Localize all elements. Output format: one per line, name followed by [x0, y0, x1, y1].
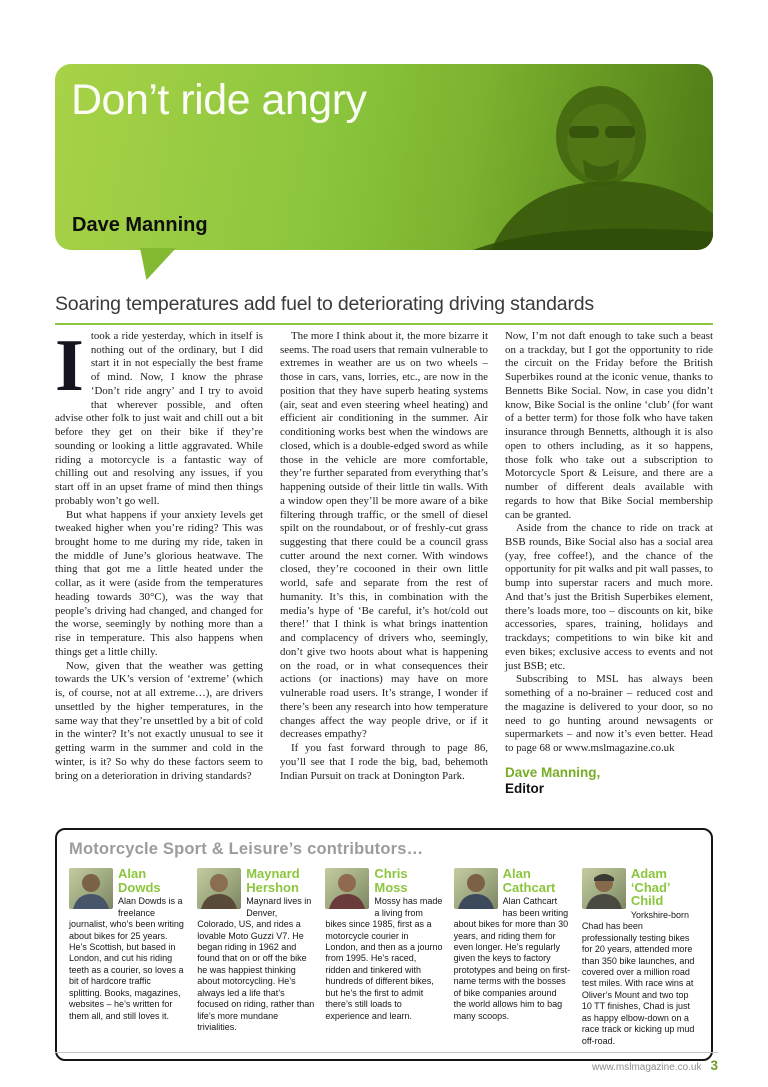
- contributor-card-adam-chad-child: [582, 866, 699, 1047]
- contributor-bio: Yorkshire-born Chad has been professionally testing bikes for 20 years, attended more than 350 bike launches, and covered over a million road test miles. With race wins at Oliver’s Mount and two top 10 TT finishes, Chad is just as happy elbow-down on a race track or kicking up mud off-road.: [581, 909, 695, 1046]
- contributor-headshot: [197, 868, 241, 909]
- contributor-name: Adam ‘Chad’ Child: [630, 866, 670, 909]
- article-paragraph: Subscribing to MSL has always been something of a no-brainer – reduced cost and the magazine is delivered to your door, so no need to go hunting around newsagents or supermarkets – and now it’s even better. Head to page 68 or www.mslmagazine.co.uk: [505, 673, 713, 755]
- article-paragraph: The more I think about it, the more bizarre it seems. The road users that remain vulnerable to extremes in weather are us on two wheels – those in cars, vans, lorries, etc., are now in the position that they have superb heating systems (air, seat and even steering wheel heating) and efficient air conditioning in the summer. Air conditioning works best when the windows are closed, which is a double-edged sword as while those in the vehicle are more comfortable, they’re further separated from everything that’s happening outside of their little tin walls. With a window open they’ll be more aware of a bike filtering through traffic, or the smell of diesel spilt on the roundabout, or of freshly-cut grass suggesting that there could be a council grass cutter around the next corner. With windows closed, they’re cocooned in their own little world, safe and separate from the rest of humanity. It’s this, in combination with the media’s hype of ‘Be careful, it’s hot/cold out there!’ that I think is what brings inattention and complacency of drivers who, seemingly, don’t give two hoots about what is happening on the road, or in what consequences their actions (or inactions) may have on more vulnerable road users. It’s strange, I wonder if there’s been any research into how temperature changes affect the way people drive, or if it decreases empathy?: [280, 330, 488, 741]
- footer-url: www.mslmagazine.co.uk: [592, 1062, 702, 1073]
- article-paragraph: Now, given that the weather was getting towards the UK’s version of ‘extreme’ (which is, of course, not at all extreme…), are drivers unsettled by the higher temperatures, in the same way that they’re unsettled by a bit of cold in the winter? It’s not exactly unusual to see it getting warm in the summer and cold in the winter, is it? So why do these factors seem to bring on a deterioration in driving standards?: [55, 659, 263, 782]
- author-byline: Dave Manning: [72, 214, 208, 236]
- contributor-name: Alan Cathcart: [502, 866, 556, 895]
- contributor-card-alan-cathcart: [454, 866, 571, 1047]
- contributor-name: Maynard Hershon: [246, 866, 300, 895]
- contributor-name: Alan Dowds: [118, 866, 161, 895]
- contributor-headshot: [582, 868, 626, 909]
- contributors-panel: [55, 828, 713, 1061]
- contributor-headshot: [69, 868, 113, 909]
- contributor-bio: Mossy has made a living from bikes since 1985, first as a motorcycle courier in London, and then as a journo from 1995. He’s raced, ridden and tinkered with hundreds of different bikes, but he’s the first to admit there’s still loads to experience and learn.: [325, 896, 443, 1021]
- contributor-card-maynard-hershon: [197, 866, 314, 1047]
- contributor-headshot: [325, 868, 369, 909]
- signoff-name: Dave Manning,: [505, 764, 601, 780]
- article-column-3: [505, 330, 713, 797]
- header-banner: [55, 64, 713, 250]
- drop-cap: I: [55, 325, 84, 407]
- article-column-2: [280, 330, 488, 797]
- contributor-bio: Alan Dowds is a freelance journalist, who’s been writing about bikes for 25 years. He’s Scottish, but based in London, and cut his riding teeth as a courier, so loves a bit of hardcore traffic splitting. Books, magazines, websites – he’s written for them all, and still loves it.: [69, 896, 184, 1021]
- standfirst-rule: [55, 293, 713, 325]
- editorial-article: [55, 325, 713, 797]
- contributors-title: Motorcycle Sport & Leisure’s contributors…: [69, 840, 424, 858]
- contributor-bio: Maynard lives in Denver, Colorado, US, and rides a lovable Moto Guzzi V7. He began riding in 1962 and found that on or off the bike he was happiest thinking about motorcycling. He’s always led a life that’s focused on riding, rather than life’s more mundane trivialities.: [197, 896, 315, 1032]
- article-paragraph: Now, I’m not daft enough to take such a beast on a trackday, but I got the opportunity to ride the circuit on the Friday before the British Superbikes round at the iconic venue, thanks to Bennetts Bike Social. Now, in case you didn’t know, Bike Social is the online ‘club’ (for want of a better term) for those folk who have taken insurance through Bennetts, although it is also open to others including, as it so happens, those folk who take out a subscription to Motorcycle Sport & Leisure, and there are a number of different deals available with regards to how that Bike Social membership can be granted.: [505, 330, 713, 521]
- article-paragraph: But what happens if your anxiety levels get tweaked higher when you’re riding? This was brought home to me during my ride, taken in the middle of June’s glorious heatwave. The thing that got me a little heated under the collar, as it were (aside from the temperatures heading towards 30°C), was the way that people’s driving had changed, and changed for the worse, seemingly by nothing more than a rise in temperature. This also happens when things get a little chilly.: [55, 508, 263, 658]
- article-paragraph: Aside from the chance to ride on track at BSB rounds, Bike Social also has a social area (yay, free coffee!), and the chance of the opportunity for pit walks and pit wall passes, to bump into superstar racers and much more. And that’s just the British Superbikes element, there’s loads more, too – discounts on kit, bike accessories, spares, training, holidays and trackdays; competitions to win bike kit and even bikes; exclusive access to events and not just BSB; etc.: [505, 522, 713, 672]
- page-footer: [55, 1052, 718, 1073]
- speech-bubble-tail: [140, 248, 176, 280]
- page-title: Don’t ride angry: [71, 76, 367, 124]
- article-paragraph: [55, 325, 263, 509]
- paragraph-text: took a ride yesterday, which in itself is nothing out of the ordinary, but I did start it in not especially the best frame of mind. Now, I know the phrase ‘Don’t ride angry’ and I try to avoid that wherever possible, and often advise other folk to just wait and chill out a bit before they get on their bike if they’re sounding or looking a little aggravated. While riding a motorcycle is a fantastic way of chilling out and resolving any issues, if you start off in an upset frame of mind then things probably won’t go well.: [55, 330, 263, 507]
- article-column-1: [55, 325, 263, 797]
- standfirst-headline: Soaring temperatures add fuel to deteriorating driving standards: [55, 293, 594, 315]
- contributor-bio: Alan Cathcart has been writing about bikes for more than 30 years, and riding them for even longer. He’s regularly given the keys to factory prototypes and being on first-name terms with the bosses of bike companies around the world allows him to bag many scoops.: [453, 896, 571, 1021]
- contributor-headshot: [454, 868, 498, 909]
- dave-manning-photo: [433, 64, 713, 250]
- page-number: 3: [710, 1058, 718, 1073]
- article-paragraph: If you fast forward through to page 86, you’ll see that I rode the big, bad, behemoth Indian Pursuit on track at Donington Park.: [280, 742, 488, 782]
- contributor-card-alan-dowds: [69, 866, 186, 1047]
- contributor-name: Chris Moss: [374, 866, 408, 895]
- contributor-card-chris-moss: [325, 866, 442, 1047]
- contributors-row: [69, 866, 699, 1047]
- editor-signoff: [505, 765, 713, 797]
- signoff-role: Editor: [505, 780, 544, 796]
